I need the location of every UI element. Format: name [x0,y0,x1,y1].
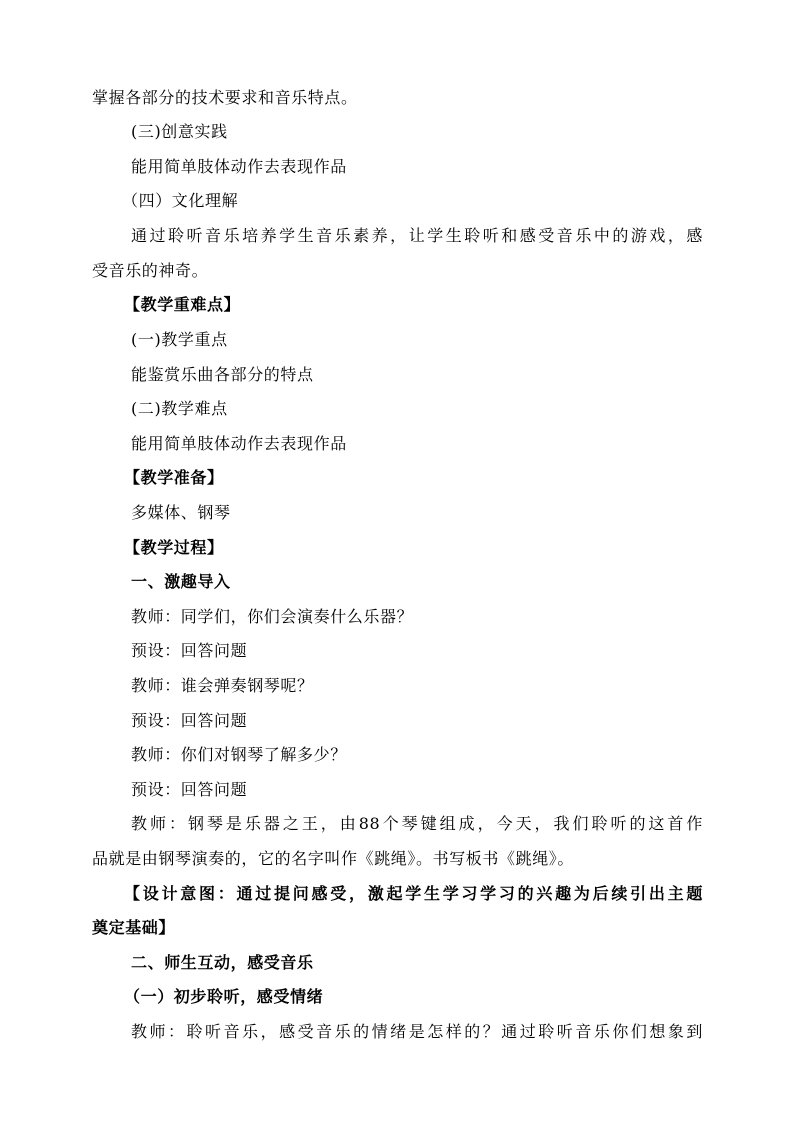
text-line: 多媒体、钢琴 [131,503,231,522]
text-line: 通过聆听音乐培养学生音乐素养，让学生聆听和感受音乐中的游戏，感 [131,226,703,245]
dialogue-line: 教师：钢琴是乐器之王，由88个琴键组成，今天，我们聆听的这首作 [131,814,703,833]
dialogue-line: 预设：回答问题 [131,780,248,799]
section-heading: （四）文化理解 [122,191,239,210]
dialogue-line: 预设：回答问题 [131,711,248,730]
dialogue-line: 预设：回答问题 [131,641,248,660]
bracket-heading: 【教学准备】 [124,468,224,487]
section-heading: (一)教学重点 [131,330,228,349]
section-heading: （一）初步聆听，感受情绪 [124,987,324,1006]
section-heading: 二、师生互动，感受音乐 [131,953,314,972]
dialogue-line: 教师：聆听音乐，感受音乐的情绪是怎样的？通过聆听音乐你们想象到 [131,1022,703,1041]
text-line: 能用简单肢体动作去表现作品 [131,434,347,453]
section-heading: (三)创意实践 [131,122,228,141]
design-intent-note: 奠定基础】 [92,918,176,937]
text-line: 受音乐的神奇。 [92,261,209,280]
text-line: 能用简单肢体动作去表现作品 [131,157,347,176]
dialogue-line: 教师：同学们，你们会演奏什么乐器？ [131,607,414,626]
section-heading: 一、激趣导入 [131,572,231,591]
text-line: 品就是由钢琴演奏的，它的名字叫作《跳绳》。书写板书《跳绳》。 [92,849,575,868]
bracket-heading: 【教学重难点】 [124,295,241,314]
bracket-heading: 【教学过程】 [124,538,224,557]
dialogue-line: 教师：你们对钢琴了解多少？ [131,745,347,764]
section-heading: (二)教学难点 [131,399,228,418]
text-line: 能鉴赏乐曲各部分的特点 [131,365,314,384]
design-intent-note: 【设计意图：通过提问感受，激起学生学习学习的兴趣为后续引出主题 [124,884,703,903]
dialogue-line: 教师：谁会弹奏钢琴呢？ [131,676,314,695]
text-line: 掌握各部分的技术要求和音乐特点。 [92,88,358,107]
